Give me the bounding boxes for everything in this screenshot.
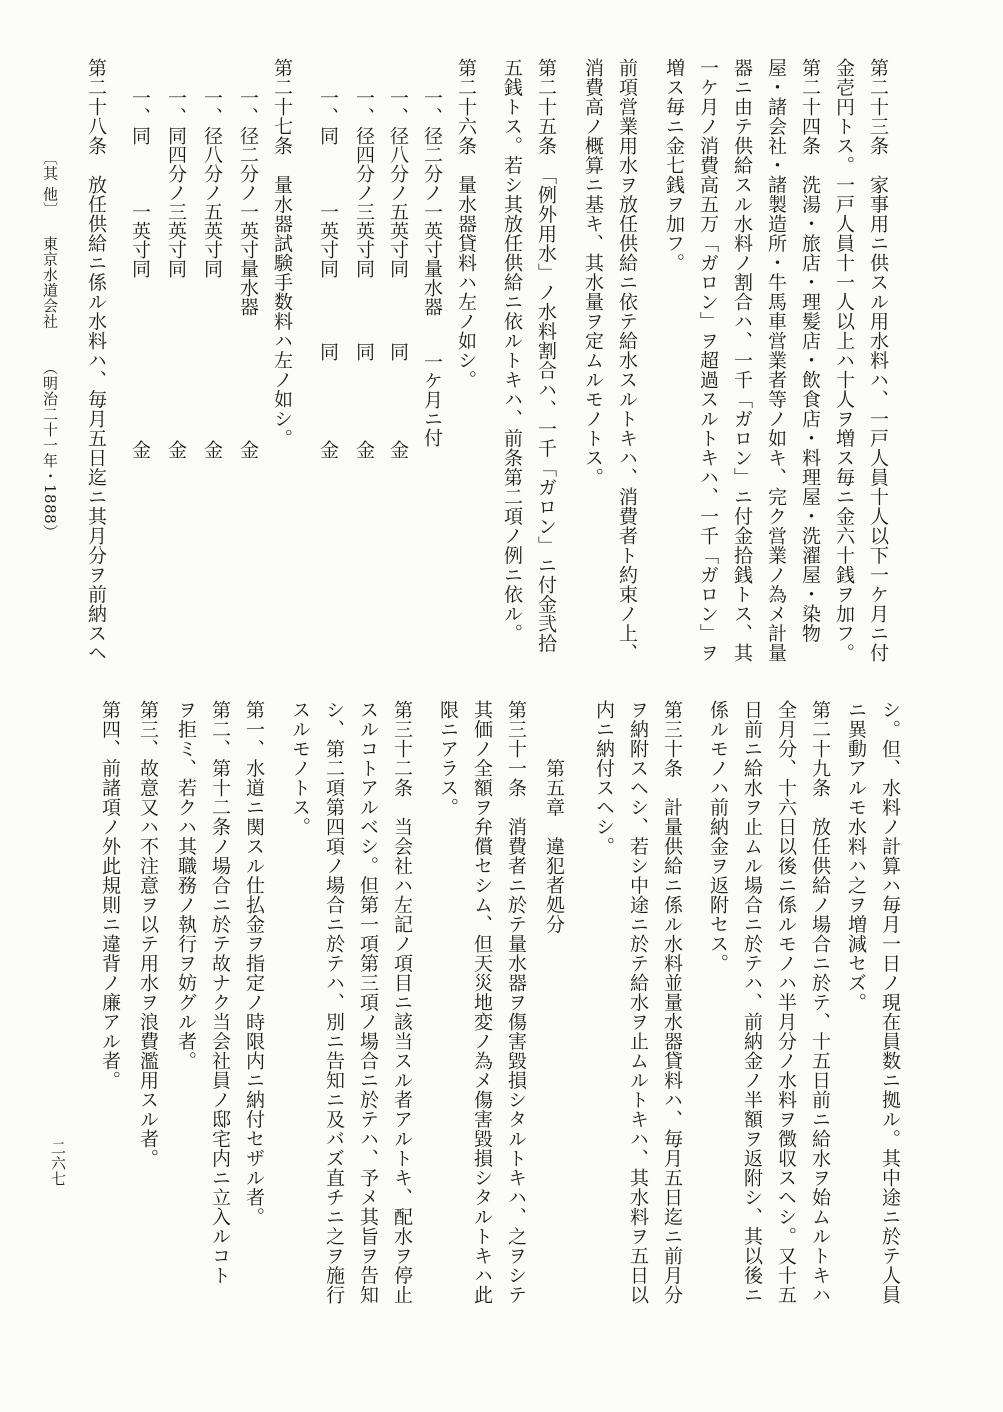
chapter-heading: 第五章 違犯者処分 [543, 700, 565, 934]
table26-row-price: 金 [317, 440, 339, 459]
text-line: 内ニ納付スヘシ。 [593, 700, 615, 856]
text-line: 第二十八条 放任供給ニ係ル水料ハ、毎月五日迄ニ其月分ヲ前納スヘ [85, 58, 107, 663]
text-line: 第四、前諸項ノ外此規則ニ違背ノ廉アル者。 [99, 700, 121, 1090]
text-line: 前項営業用水ヲ放任供給ニ依テ給水スルトキハ、消費者ト約束ノ上、 [616, 58, 638, 663]
margin-date: （明治二十一年・1888） [41, 360, 59, 540]
text-line: 第二十五条 「例外用水」ノ水料割合ハ、一千「ガロン」ニ付金弐拾 [535, 58, 557, 653]
text-line: 係ルモノハ前納金ヲ返附セス。 [707, 700, 729, 973]
table26-row-price: 金 [387, 440, 409, 459]
text-line: 第三、故意又ハ不注意ヲ以テ用水ヲ浪費濫用スル者。 [137, 700, 159, 1168]
text-line: 第三十一条 消費者ニ於テ量水器ヲ傷害毀損シタルトキハ、之ヲシテ [505, 700, 527, 1305]
text-line: 第二十七条 量水器試験手数料ハ左ノ如シ。 [271, 58, 293, 448]
table27-row-item: 一、径八分ノ五英寸同 [201, 88, 223, 278]
text-line: 第三十二条 当会社ハ左記ノ項目ニ該当スル者アルトキ、配水ヲ停止 [391, 700, 413, 1305]
text-line: 金壱円トス。一戸人員十一人以上ハ十人ヲ増ス毎ニ金六十銭ヲ加フ。 [833, 58, 855, 663]
table27-row-item: 一、径二分ノ一英寸量水器 [237, 88, 259, 316]
text-line: 屋・諸会社・諸製造所・牛馬車営業者等ノ如キ、完ク営業ノ為メ計量 [765, 58, 787, 663]
table27-row-price: 金 [165, 440, 187, 459]
text-line: 第二十九条 放任供給ノ場合ニ於テ、十五日前ニ給水ヲ始ムルトキハ [809, 700, 831, 1305]
text-line: 第二十六条 量水器貸料ハ左ノ如シ。 [455, 58, 477, 390]
margin-category: 〔其 他〕 [41, 150, 59, 218]
text-line: 日前ニ給水ヲ止ムル場合ニ於テハ、前納金ノ半額ヲ返附シ、其以後ニ [741, 700, 763, 1305]
text-line: 第二十三条 家事用ニ供スル用水料ハ、一戸人員十人以下一ケ月ニ付 [867, 58, 889, 663]
text-line: 第一、水道ニ関スル仕払金ヲ指定ノ時限内ニ納付セザル者。 [243, 700, 265, 1227]
text-line: 全月分、十六日以後ニ係ルモノハ半月分ノ水料ヲ徴収スヘシ。又十五 [775, 700, 797, 1305]
table26-row-item: 一、径八分ノ五英寸同 [387, 88, 409, 278]
margin-company: 東京水道会社 [41, 236, 59, 329]
table26-row-item: 一、径二分ノ一英寸量水器 [421, 88, 443, 316]
table26-row-same: 同 [353, 342, 375, 361]
text-line: ヲ納附スヘシ、若シ中途ニ於テ給水ヲ止ムルトキハ、其水料ヲ五日以 [627, 700, 649, 1305]
text-line: スルモノトス。 [289, 700, 311, 837]
table27-row-item: 一、同 一英寸同 [129, 88, 151, 278]
table27-row-price: 金 [237, 440, 259, 459]
text-line: 消費高ノ概算ニ基キ、其水量ヲ定ムルモノトス。 [582, 58, 604, 487]
text-line: ヲ拒ミ、若クハ其職務ノ執行ヲ妨グル者。 [175, 700, 197, 1071]
text-line: シ、第二項第四項ノ場合ニ於テハ、別ニ告知ニ及バズ直チニ之ヲ施行 [323, 700, 345, 1305]
text-line: 五銭トス。若シ其放任供給ニ依ルトキハ、前条第二項ノ例ニ依ル。 [501, 58, 523, 643]
text-line: スルコトアルベシ。但第一項第三項ノ場合ニ於テハ、予メ其旨ヲ告知 [357, 700, 379, 1305]
text-line: ニ異動アルモ水料ハ之ヲ増減セズ。 [845, 700, 867, 1012]
table27-row-item: 一、同四分ノ三英寸同 [165, 88, 187, 278]
text-line: 其価ノ全額ヲ弁償セシム、但天災地変ノ為メ傷害毀損シタルトキハ此 [471, 700, 493, 1305]
text-line: 第二、第十二条ノ場合ニ於テ故ナク当会社員ノ邸宅内ニ立入ルコト [209, 700, 231, 1285]
table27-row-price: 金 [129, 440, 151, 459]
table26-row-price: 金 [353, 440, 375, 459]
text-line: 増ス毎ニ金七銭ヲ加フ。 [663, 58, 685, 273]
table26-row-same: 同 [317, 342, 339, 361]
text-line: 限ニアラス。 [437, 700, 459, 817]
table26-row-same: 同 [387, 342, 409, 361]
text-line: 第三十条 計量供給ニ係ル水料並量水器貸料ハ、毎月五日迄ニ前月分 [661, 700, 683, 1305]
text-line: 一ケ月ノ消費高五万「ガロン」ヲ超過スルトキハ、一千「ガロン」ヲ [697, 58, 719, 663]
table27-row-price: 金 [201, 440, 223, 459]
page-number: 二六七 [49, 1140, 67, 1187]
table26-row-item: 一、径四分ノ三英寸同 [353, 88, 375, 278]
table26-header-unit: 一ケ月ニ付 [421, 352, 443, 447]
text-line: 第二十四条 洗湯・旅店・理髪店・飲食店・料理屋・洗濯屋・染物 [799, 58, 821, 643]
text-line: シ。但、水料ノ計算ハ毎月一日ノ現在員数ニ拠ル。其中途ニ於テ人員 [879, 700, 901, 1305]
table26-row-item: 一、同 一英寸同 [317, 88, 339, 278]
text-line: 器ニ由テ供給スル水料ノ割合ハ、一千「ガロン」ニ付金拾銭トス、其 [731, 58, 753, 663]
